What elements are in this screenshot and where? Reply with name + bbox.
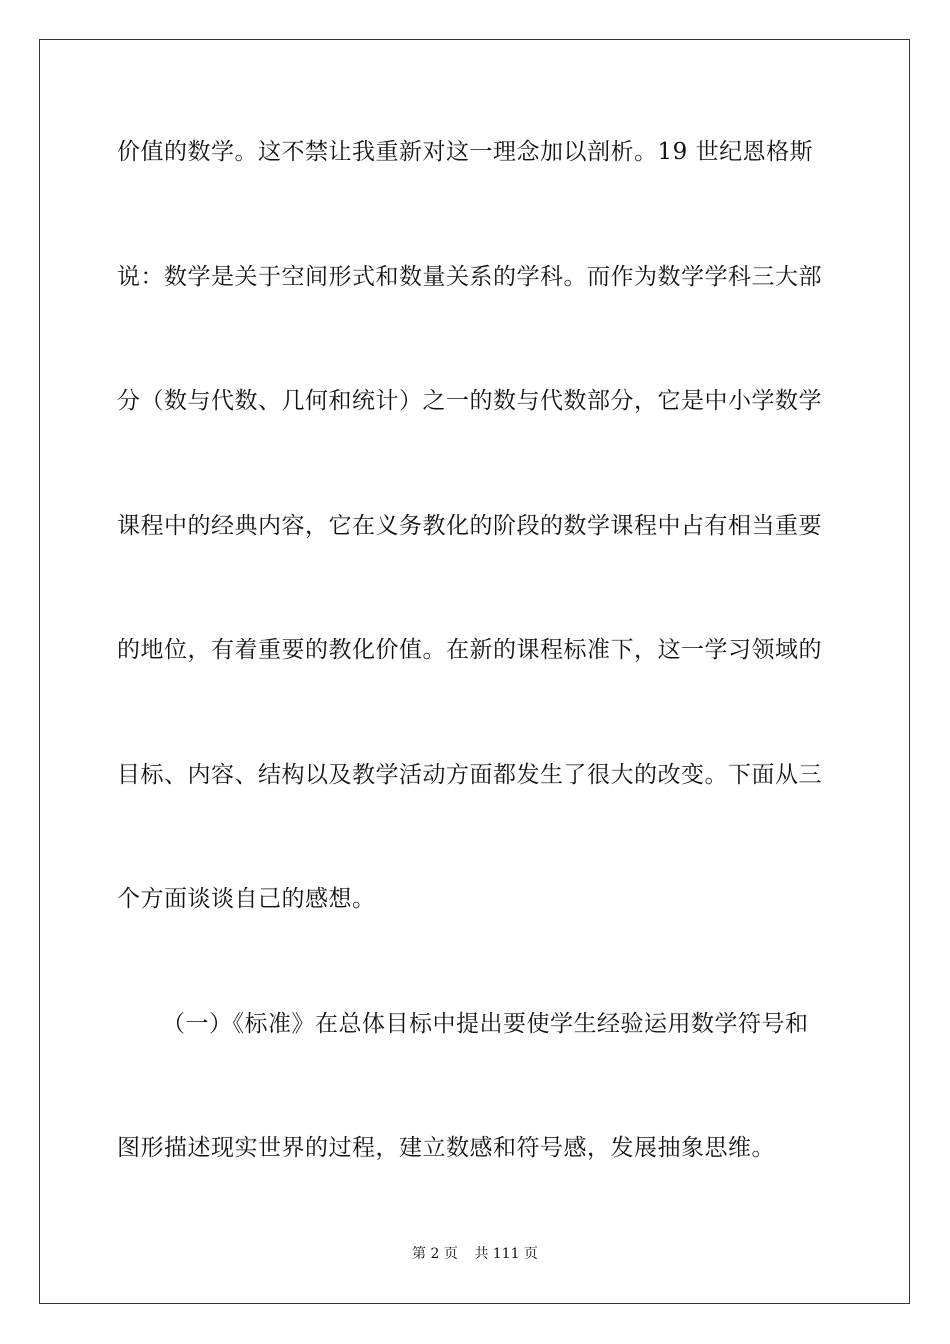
body-line-4: 课程中的经典内容，它在义务教化的阶段的数学课程中占有相当重要 xyxy=(117,513,822,539)
body-line-3: 分（数与代数、几何和统计）之一的数与代数部分，它是中小学数学 xyxy=(117,388,822,414)
body-line-9: 图形描述现实世界的过程，建立数感和符号感，发展抽象思维。 xyxy=(117,1135,775,1161)
body-line-1: 价值的数学。这不禁让我重新对这一理念加以剖析。19 世纪恩格斯 xyxy=(117,139,814,165)
page-frame xyxy=(39,39,910,1304)
page-footer xyxy=(0,1244,950,1264)
body-line-5: 的地位，有着重要的教化价值。在新的课程标准下，这一学习领域的 xyxy=(117,637,822,663)
total-pages: 共 111 页 xyxy=(474,1246,538,1262)
body-line-2: 说：数学是关于空间形式和数量关系的学科。而作为数学学科三大部 xyxy=(117,264,822,290)
page-number: 第 2 页 xyxy=(412,1246,458,1262)
body-line-7: 个方面谈谈自己的感想。 xyxy=(117,886,376,912)
body-line-6: 目标、内容、结构以及教学活动方面都发生了很大的改变。下面从三 xyxy=(117,762,822,788)
body-line-8-indented: （一）《标准》在总体目标中提出要使学生经验运用数学符号和 xyxy=(162,1011,809,1037)
